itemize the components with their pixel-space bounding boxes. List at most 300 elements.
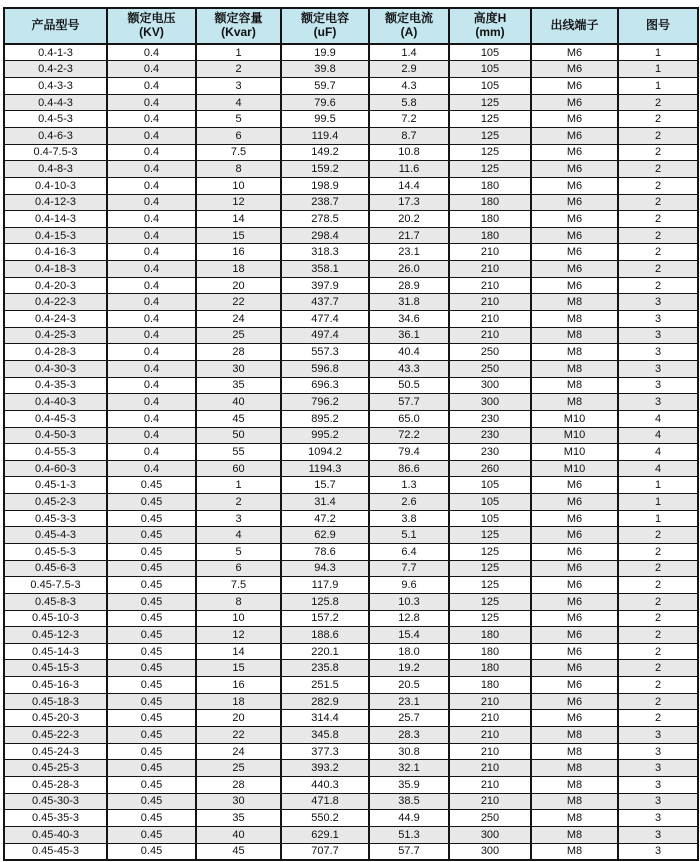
- cell: 210: [449, 693, 531, 710]
- cell: 14: [196, 211, 281, 228]
- cell: 2: [618, 227, 698, 244]
- cell: 0.45-1-3: [4, 477, 107, 494]
- cell: 437.7: [281, 294, 369, 311]
- cell: 1: [196, 44, 281, 61]
- cell: 230: [449, 427, 531, 444]
- cell: 0.4-15-3: [4, 227, 107, 244]
- header-row: [4, 8, 698, 44]
- cell: M6: [531, 127, 618, 144]
- cell: M6: [531, 643, 618, 660]
- cell: 0.45-3-3: [4, 510, 107, 527]
- cell: 2: [618, 527, 698, 544]
- cell: 235.8: [281, 660, 369, 677]
- cell: 0.4-4-3: [4, 94, 107, 111]
- cell: 210: [449, 294, 531, 311]
- cell: M6: [531, 610, 618, 627]
- table-row: [4, 360, 698, 377]
- table-row: [4, 327, 698, 344]
- cell: 0.45-16-3: [4, 677, 107, 694]
- cell: 65.0: [369, 410, 449, 427]
- header-unit: (KV): [139, 25, 164, 40]
- table-row: [4, 544, 698, 561]
- cell: 0.45-10-3: [4, 610, 107, 627]
- cell: 198.9: [281, 177, 369, 194]
- cell: 62.9: [281, 527, 369, 544]
- cell: 0.45-45-3: [4, 843, 107, 860]
- cell: 0.4-2-3: [4, 61, 107, 78]
- cell: 105: [449, 44, 531, 61]
- cell: 0.4: [107, 127, 196, 144]
- cell: M6: [531, 44, 618, 61]
- cell: 210: [449, 311, 531, 328]
- cell: 3: [618, 826, 698, 843]
- cell: 1: [618, 510, 698, 527]
- cell: 300: [449, 826, 531, 843]
- cell: 0.45: [107, 527, 196, 544]
- cell: 1.3: [369, 477, 449, 494]
- table-row: [4, 660, 698, 677]
- table-row: [4, 194, 698, 211]
- cell: 2: [196, 494, 281, 511]
- cell: 15: [196, 660, 281, 677]
- cell: 20: [196, 710, 281, 727]
- cell: 1: [618, 494, 698, 511]
- cell: 55: [196, 444, 281, 461]
- cell: M6: [531, 61, 618, 78]
- cell: 2: [618, 94, 698, 111]
- cell: 0.4: [107, 227, 196, 244]
- cell: 250: [449, 344, 531, 361]
- cell: 8.7: [369, 127, 449, 144]
- cell: M6: [531, 527, 618, 544]
- table-row: [4, 161, 698, 178]
- cell: 0.4-12-3: [4, 194, 107, 211]
- table-row: [4, 94, 698, 111]
- cell: 180: [449, 227, 531, 244]
- cell: M10: [531, 410, 618, 427]
- cell: 105: [449, 61, 531, 78]
- col-header-rated-voltage: [107, 8, 196, 44]
- cell: 125: [449, 577, 531, 594]
- table-row: [4, 344, 698, 361]
- cell: 1: [618, 61, 698, 78]
- cell: 3: [618, 311, 698, 328]
- cell: 0.4: [107, 61, 196, 78]
- cell: 7.2: [369, 111, 449, 128]
- cell: M6: [531, 593, 618, 610]
- cell: 8: [196, 161, 281, 178]
- cell: 18.0: [369, 643, 449, 660]
- cell: 2: [618, 244, 698, 261]
- cell: 298.4: [281, 227, 369, 244]
- cell: 0.45: [107, 793, 196, 810]
- cell: 18: [196, 693, 281, 710]
- table-row: [4, 727, 698, 744]
- cell: M8: [531, 327, 618, 344]
- cell: 12: [196, 194, 281, 211]
- cell: M6: [531, 693, 618, 710]
- cell: 21.7: [369, 227, 449, 244]
- cell: 629.1: [281, 826, 369, 843]
- cell: 3: [618, 294, 698, 311]
- cell: 0.45-24-3: [4, 743, 107, 760]
- cell: 0.4: [107, 111, 196, 128]
- cell: 40.4: [369, 344, 449, 361]
- cell: 0.4: [107, 211, 196, 228]
- cell: 2: [618, 144, 698, 161]
- cell: 2: [618, 677, 698, 694]
- cell: 0.4: [107, 94, 196, 111]
- table-row: [4, 44, 698, 61]
- cell: 14.4: [369, 177, 449, 194]
- cell: 0.45: [107, 826, 196, 843]
- cell: 72.2: [369, 427, 449, 444]
- cell: 24: [196, 311, 281, 328]
- table-row: [4, 410, 698, 427]
- cell: 0.4: [107, 344, 196, 361]
- cell: 6.4: [369, 544, 449, 561]
- cell: 0.45-25-3: [4, 760, 107, 777]
- cell: 180: [449, 643, 531, 660]
- cell: 300: [449, 377, 531, 394]
- cell: M6: [531, 144, 618, 161]
- cell: 31.4: [281, 494, 369, 511]
- cell: 2: [618, 261, 698, 278]
- header-unit: (mm): [475, 25, 505, 40]
- cell: 5.8: [369, 94, 449, 111]
- cell: 0.4: [107, 277, 196, 294]
- cell: 31.8: [369, 294, 449, 311]
- cell: 0.4: [107, 410, 196, 427]
- cell: 10: [196, 610, 281, 627]
- cell: M6: [531, 660, 618, 677]
- cell: 696.3: [281, 377, 369, 394]
- table-row: [4, 710, 698, 727]
- cell: 2.6: [369, 494, 449, 511]
- cell: 38.5: [369, 793, 449, 810]
- cell: 180: [449, 627, 531, 644]
- cell: 0.4: [107, 394, 196, 411]
- cell: 57.7: [369, 843, 449, 860]
- cell: 0.4-16-3: [4, 244, 107, 261]
- cell: 0.45-4-3: [4, 527, 107, 544]
- cell: 1: [618, 78, 698, 95]
- cell: 4: [196, 94, 281, 111]
- cell: 250: [449, 810, 531, 827]
- cell: 497.4: [281, 327, 369, 344]
- cell: 32.1: [369, 760, 449, 777]
- cell: 4: [618, 427, 698, 444]
- cell: 0.4: [107, 360, 196, 377]
- cell: 0.45: [107, 494, 196, 511]
- cell: 2: [618, 211, 698, 228]
- cell: 59.7: [281, 78, 369, 95]
- cell: 1: [196, 477, 281, 494]
- cell: 2: [196, 61, 281, 78]
- cell: 0.45-40-3: [4, 826, 107, 843]
- cell: 0.45: [107, 643, 196, 660]
- cell: 2.9: [369, 61, 449, 78]
- cell: 210: [449, 743, 531, 760]
- cell: 0.4-30-3: [4, 360, 107, 377]
- cell: 0.4: [107, 377, 196, 394]
- cell: 15.7: [281, 477, 369, 494]
- cell: 44.9: [369, 810, 449, 827]
- table-row: [4, 843, 698, 860]
- cell: 0.45: [107, 627, 196, 644]
- cell: 20.5: [369, 677, 449, 694]
- cell: 282.9: [281, 693, 369, 710]
- cell: 3: [618, 743, 698, 760]
- cell: 0.4: [107, 427, 196, 444]
- cell: 0.45-8-3: [4, 593, 107, 610]
- cell: 12: [196, 627, 281, 644]
- cell: 4: [196, 527, 281, 544]
- cell: 43.3: [369, 360, 449, 377]
- cell: 40: [196, 394, 281, 411]
- table-row: [4, 610, 698, 627]
- cell: 3: [618, 776, 698, 793]
- cell: 0.4-18-3: [4, 261, 107, 278]
- cell: 0.45-5-3: [4, 544, 107, 561]
- cell: 2: [618, 544, 698, 561]
- cell: 19.2: [369, 660, 449, 677]
- cell: 0.45: [107, 776, 196, 793]
- cell: 0.45: [107, 610, 196, 627]
- cell: M8: [531, 826, 618, 843]
- cell: 22: [196, 727, 281, 744]
- cell: 19.9: [281, 44, 369, 61]
- cell: 0.4: [107, 294, 196, 311]
- cell: 6: [196, 560, 281, 577]
- cell: 3: [196, 78, 281, 95]
- table-row: [4, 111, 698, 128]
- table-row: [4, 627, 698, 644]
- cell: 3: [618, 327, 698, 344]
- table-row: [4, 743, 698, 760]
- cell: M6: [531, 544, 618, 561]
- cell: 78.6: [281, 544, 369, 561]
- cell: 125: [449, 111, 531, 128]
- cell: 0.4: [107, 44, 196, 61]
- cell: 1: [618, 44, 698, 61]
- cell: 0.4: [107, 261, 196, 278]
- cell: 210: [449, 327, 531, 344]
- cell: 2: [618, 161, 698, 178]
- cell: 10: [196, 177, 281, 194]
- cell: 0.4-22-3: [4, 294, 107, 311]
- cell: 314.4: [281, 710, 369, 727]
- cell: 4.3: [369, 78, 449, 95]
- table-row: [4, 311, 698, 328]
- cell: 0.45-35-3: [4, 810, 107, 827]
- cell: 3: [618, 394, 698, 411]
- cell: 210: [449, 727, 531, 744]
- cell: 0.4-6-3: [4, 127, 107, 144]
- cell: 3: [618, 377, 698, 394]
- cell: 1: [618, 477, 698, 494]
- header-unit: (Kvar): [221, 25, 256, 40]
- table-row: [4, 78, 698, 95]
- cell: M8: [531, 344, 618, 361]
- cell: 180: [449, 211, 531, 228]
- cell: 25: [196, 760, 281, 777]
- table-row: [4, 494, 698, 511]
- cell: M6: [531, 277, 618, 294]
- cell: 0.4-8-3: [4, 161, 107, 178]
- cell: 10.8: [369, 144, 449, 161]
- cell: 210: [449, 760, 531, 777]
- cell: 45: [196, 843, 281, 860]
- cell: 3: [196, 510, 281, 527]
- cell: 16: [196, 677, 281, 694]
- cell: M8: [531, 760, 618, 777]
- cell: 0.4-55-3: [4, 444, 107, 461]
- cell: 8: [196, 593, 281, 610]
- cell: 35: [196, 810, 281, 827]
- cell: 4: [618, 410, 698, 427]
- col-header-rated-capacitance: [281, 8, 369, 44]
- cell: 0.45: [107, 727, 196, 744]
- cell: 2: [618, 693, 698, 710]
- cell: 2: [618, 710, 698, 727]
- cell: 2: [618, 593, 698, 610]
- cell: 188.6: [281, 627, 369, 644]
- cell: 16: [196, 244, 281, 261]
- cell: 23.1: [369, 244, 449, 261]
- cell: M6: [531, 194, 618, 211]
- cell: 119.4: [281, 127, 369, 144]
- cell: 471.8: [281, 793, 369, 810]
- cell: 24: [196, 743, 281, 760]
- table-row: [4, 760, 698, 777]
- cell: 25.7: [369, 710, 449, 727]
- cell: 99.5: [281, 111, 369, 128]
- cell: 0.4-35-3: [4, 377, 107, 394]
- cell: 125: [449, 593, 531, 610]
- cell: M8: [531, 311, 618, 328]
- cell: 25: [196, 327, 281, 344]
- table-row: [4, 227, 698, 244]
- table-row: [4, 61, 698, 78]
- cell: 0.4: [107, 161, 196, 178]
- table-row: [4, 510, 698, 527]
- header-label: 高度H: [473, 11, 507, 25]
- cell: 318.3: [281, 244, 369, 261]
- cell: 23.1: [369, 693, 449, 710]
- table-row: [4, 776, 698, 793]
- cell: 358.1: [281, 261, 369, 278]
- cell: M10: [531, 427, 618, 444]
- cell: 5.1: [369, 527, 449, 544]
- cell: 440.3: [281, 776, 369, 793]
- cell: 0.45: [107, 677, 196, 694]
- cell: M6: [531, 78, 618, 95]
- cell: 22: [196, 294, 281, 311]
- cell: 895.2: [281, 410, 369, 427]
- cell: 40: [196, 826, 281, 843]
- cell: M6: [531, 627, 618, 644]
- cell: 180: [449, 177, 531, 194]
- cell: 0.45: [107, 760, 196, 777]
- header-label: 额定容量: [214, 11, 263, 25]
- cell: 0.4-40-3: [4, 394, 107, 411]
- cell: M8: [531, 743, 618, 760]
- cell: 3: [618, 760, 698, 777]
- cell: 1.4: [369, 44, 449, 61]
- cell: M8: [531, 810, 618, 827]
- cell: M6: [531, 577, 618, 594]
- cell: 0.4-1-3: [4, 44, 107, 61]
- cell: 4: [618, 460, 698, 477]
- cell: 0.45-12-3: [4, 627, 107, 644]
- table-row: [4, 577, 698, 594]
- cell: M6: [531, 560, 618, 577]
- cell: 0.45: [107, 577, 196, 594]
- cell: 0.4: [107, 444, 196, 461]
- cell: 2: [618, 577, 698, 594]
- cell: 0.4: [107, 144, 196, 161]
- cell: 2: [618, 177, 698, 194]
- cell: 0.4-25-3: [4, 327, 107, 344]
- cell: 28: [196, 776, 281, 793]
- table-row: [4, 294, 698, 311]
- cell: 377.3: [281, 743, 369, 760]
- cell: 0.45-22-3: [4, 727, 107, 744]
- cell: 2: [618, 660, 698, 677]
- cell: 0.45: [107, 843, 196, 860]
- cell: 7.7: [369, 560, 449, 577]
- cell: 1194.3: [281, 460, 369, 477]
- cell: M10: [531, 444, 618, 461]
- cell: 51.3: [369, 826, 449, 843]
- cell: 159.2: [281, 161, 369, 178]
- cell: 79.6: [281, 94, 369, 111]
- cell: M6: [531, 161, 618, 178]
- cell: 5: [196, 111, 281, 128]
- cell: M6: [531, 244, 618, 261]
- cell: 3: [618, 344, 698, 361]
- cell: 0.45-30-3: [4, 793, 107, 810]
- cell: 0.45-6-3: [4, 560, 107, 577]
- cell: M8: [531, 793, 618, 810]
- cell: 7.5: [196, 144, 281, 161]
- header-label: 图号: [645, 18, 670, 33]
- cell: 12.8: [369, 610, 449, 627]
- cell: 125: [449, 544, 531, 561]
- cell: 230: [449, 410, 531, 427]
- cell: 125: [449, 144, 531, 161]
- cell: M10: [531, 460, 618, 477]
- cell: 30.8: [369, 743, 449, 760]
- cell: 125: [449, 560, 531, 577]
- cell: 0.45-20-3: [4, 710, 107, 727]
- cell: 20.2: [369, 211, 449, 228]
- cell: 278.5: [281, 211, 369, 228]
- cell: 45: [196, 410, 281, 427]
- cell: 2: [618, 627, 698, 644]
- header-label: 额定电压: [127, 11, 176, 25]
- cell: 210: [449, 244, 531, 261]
- cell: 2: [618, 560, 698, 577]
- cell: 0.45: [107, 660, 196, 677]
- cell: 3.8: [369, 510, 449, 527]
- cell: 9.6: [369, 577, 449, 594]
- header-label: 额定电容: [300, 11, 349, 25]
- cell: 0.4: [107, 460, 196, 477]
- cell: M6: [531, 211, 618, 228]
- cell: 26.0: [369, 261, 449, 278]
